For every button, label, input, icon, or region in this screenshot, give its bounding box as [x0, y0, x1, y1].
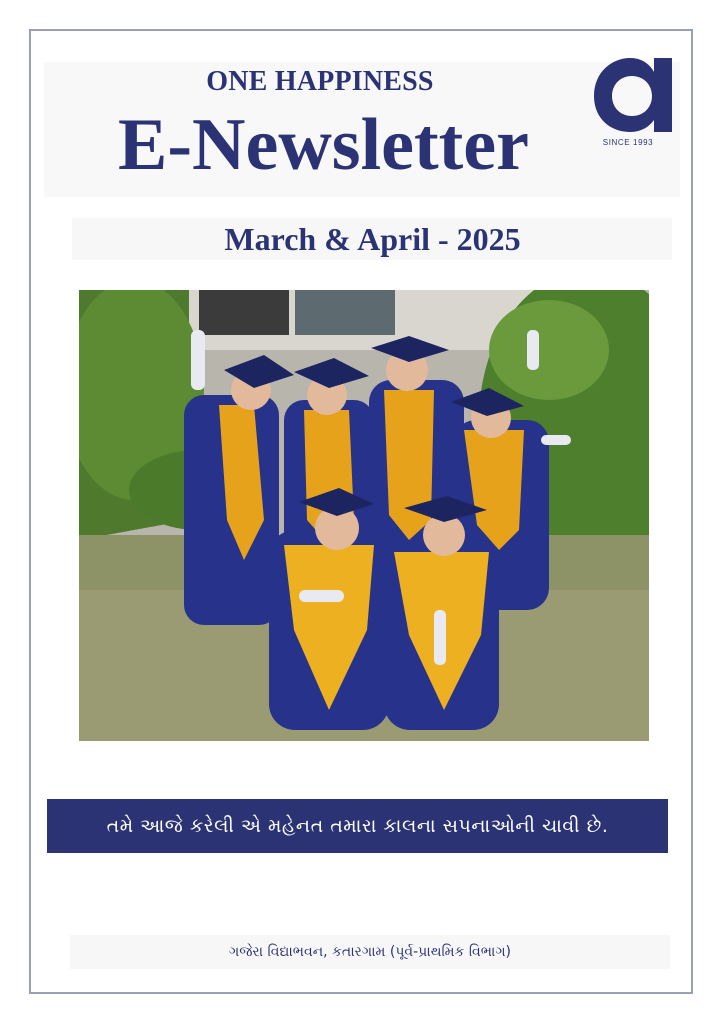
logo-since-text: SINCE 1993 — [602, 138, 654, 147]
newsletter-kicker: ONE HAPPINESS — [206, 66, 434, 97]
school-name-footer: ગજેરા વિદ્યાભવન, કતારગામ (પૂર્વ-પ્રાથમિક વિભાગ) — [228, 944, 512, 960]
motivational-quote: તમે આજે કરેલી એ મહેનત તમારા કાલના સપનાઓની ચાવી છે. — [106, 815, 609, 837]
graduation-photo — [79, 290, 649, 741]
quote-bar — [47, 799, 668, 853]
newsletter-title: E-Newsletter — [118, 104, 529, 186]
school-logo-icon — [586, 52, 678, 138]
issue-date: March & April - 2025 — [224, 221, 521, 257]
school-logo — [586, 52, 678, 152]
